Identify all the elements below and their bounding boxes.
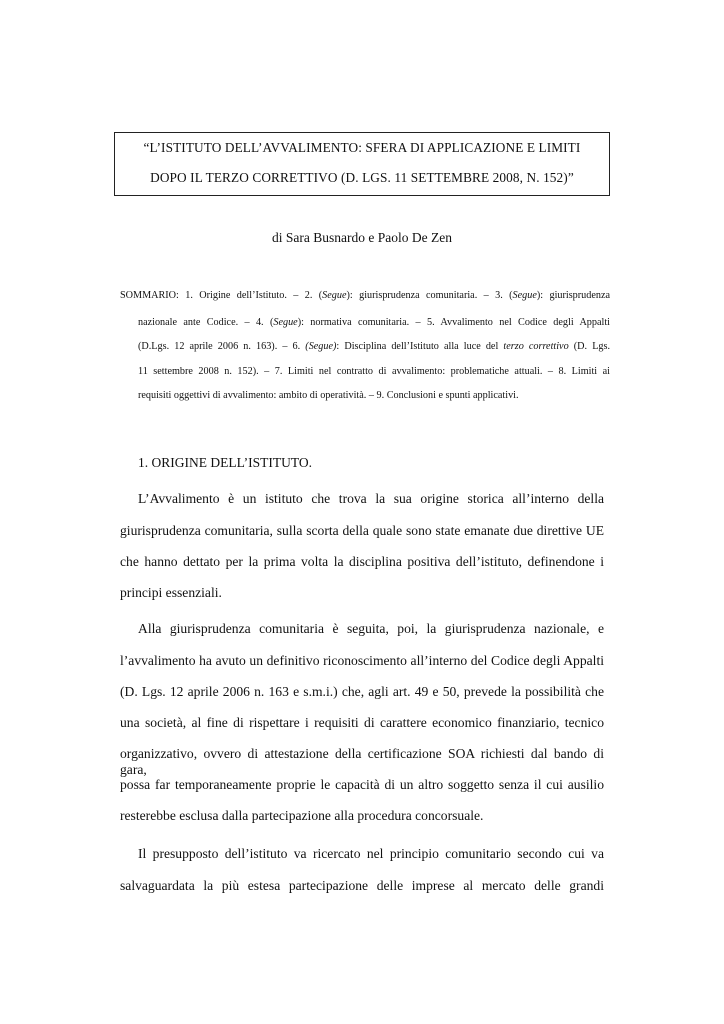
paragraph-line: principi essenziali. — [120, 585, 222, 600]
paragraph-line: Il presupposto dell’istituto va ricercato nel principio comunitario secondo cui va — [138, 846, 604, 861]
paragraph-line: l’avvalimento ha avuto un definitivo riconoscimento all’interno del Codice degli Appalti — [120, 653, 604, 668]
paragraph-line: giurisprudenza comunitaria, sulla scorta della quale sono state emanate due direttive UE — [120, 523, 604, 538]
title-line-1: “L’ISTITUTO DELL’AVVALIMENTO: SFERA DI APPLICAZIONE E LIMITI — [143, 140, 581, 155]
paragraph-line: resterebbe esclusa dalla partecipazione alla procedura concorsuale. — [120, 808, 484, 823]
paragraph-line: L’Avvalimento è un istituto che trova la sua origine storica all’interno della — [138, 491, 604, 506]
sommario-line-3: (D.Lgs. 12 aprile 2006 n. 163). – 6. (Segue): Disciplina dell’Istituto alla luce del terzo correttivo (D. Lgs. — [138, 341, 611, 352]
authors: di Sara Busnardo e Paolo De Zen — [272, 230, 452, 245]
sommario-line-1: SOMMARIO: 1. Origine dell’Istituto. – 2. (Segue): giurisprudenza comunitaria. – 3. (Segue): giurisprudenza — [120, 290, 611, 301]
title-box — [114, 132, 610, 196]
paragraph-line: Alla giurisprudenza comunitaria è seguita, poi, la giurisprudenza nazionale, e — [138, 621, 604, 636]
sommario-line-5: requisiti oggettivi di avvalimento: ambito di operatività. – 9. Conclusioni e spunti applicativi. — [138, 390, 519, 401]
section-heading: 1. ORIGINE DELL’ISTITUTO. — [138, 455, 312, 470]
paragraph-line: (D. Lgs. 12 aprile 2006 n. 163 e s.m.i.) che, agli art. 49 e 50, prevede la possibilità che — [120, 684, 604, 699]
paragraph-line: possa far temporaneamente proprie le capacità di un altro soggetto senza il cui ausilio — [120, 777, 604, 792]
paragraph-line: salvaguardata la più estesa partecipazione delle imprese al mercato delle grandi — [120, 878, 604, 893]
sommario-line-4: 11 settembre 2008 n. 152). – 7. Limiti nel contratto di avvalimento: problematiche attuali. – 8. Limiti ai — [138, 366, 610, 377]
title-line-2: DOPO IL TERZO CORRETTIVO (D. LGS. 11 SETTEMBRE 2008, N. 152)” — [150, 170, 574, 185]
paragraph-line: una società, al fine di rispettare i requisiti di carattere economico finanziario, tecnico — [120, 715, 604, 730]
sommario-line-2: nazionale ante Codice. – 4. (Segue): normativa comunitaria. – 5. Avvalimento nel Codice degli Appalti — [138, 317, 611, 328]
paragraph-line: che hanno dettato per la prima volta la disciplina positiva dell’istituto, definendone i — [120, 554, 604, 569]
paragraph-line: organizzativo, ovvero di attestazione della certificazione SOA richiesti dal bando di gara, — [120, 746, 604, 777]
